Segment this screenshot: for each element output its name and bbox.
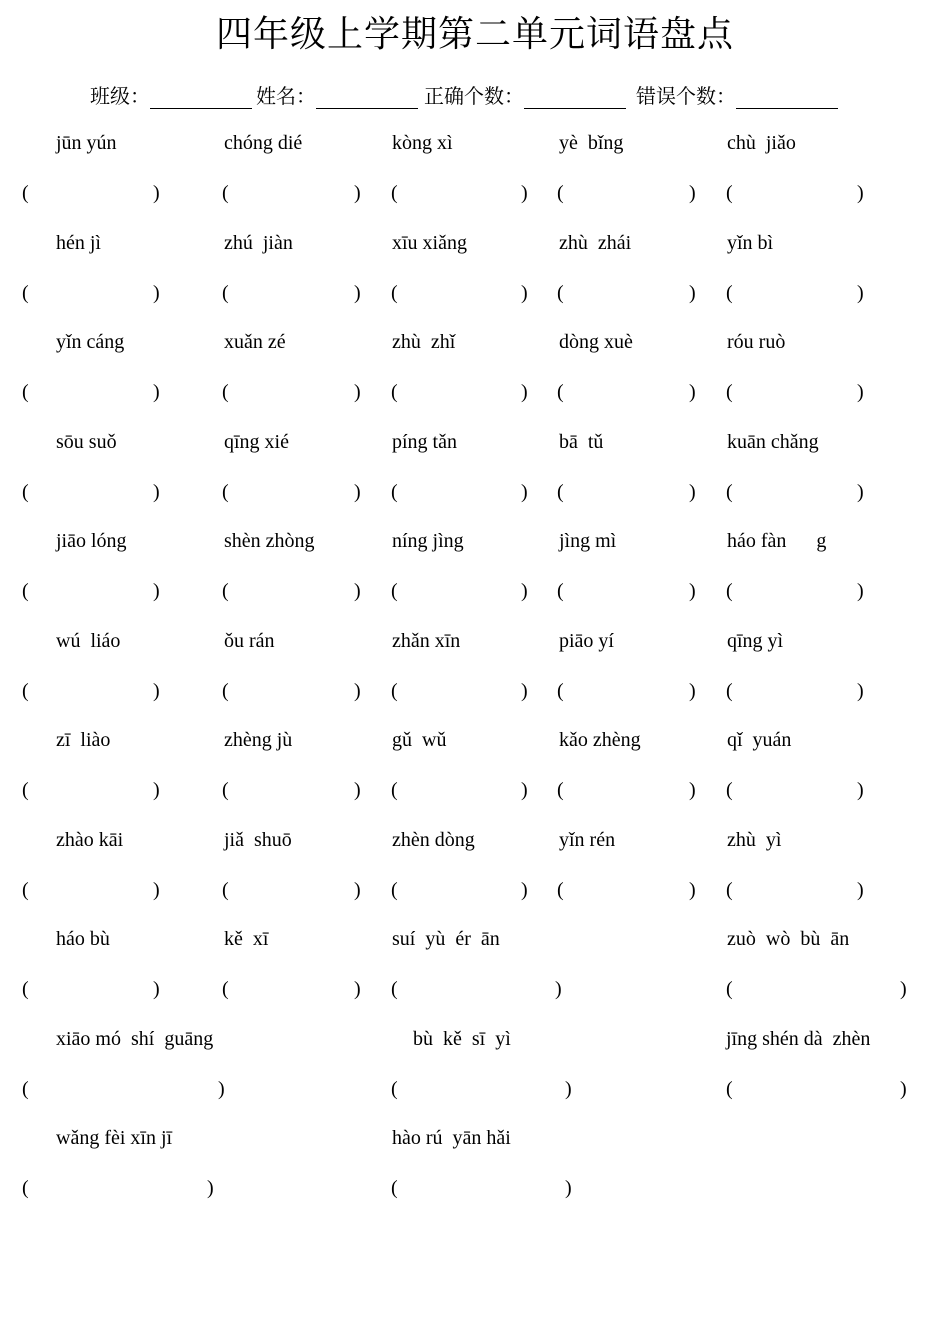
answer-close-paren: ) bbox=[900, 978, 907, 1000]
pinyin-prompt: zuò wò bù ān bbox=[727, 928, 850, 950]
answer-close-paren: ) bbox=[153, 381, 160, 403]
answer-open-paren: ( bbox=[726, 978, 733, 1000]
pinyin-prompt: bù kě sī yì bbox=[413, 1027, 511, 1050]
class-label: 班级： bbox=[90, 86, 150, 108]
pinyin-prompt: wǎng fèi xīn jī bbox=[56, 1127, 173, 1149]
student-info-line bbox=[90, 80, 910, 110]
answer-close-paren: ) bbox=[857, 580, 864, 602]
pinyin-prompt: wú liáo bbox=[56, 629, 121, 652]
pinyin-prompt: bā tǔ bbox=[559, 430, 604, 453]
answer-open-paren: ( bbox=[22, 580, 29, 602]
answer-open-paren: ( bbox=[726, 381, 733, 403]
answer-close-paren: ) bbox=[354, 182, 361, 204]
pinyin-prompt: píng tǎn bbox=[392, 430, 457, 453]
answer-close-paren: ) bbox=[689, 480, 696, 503]
answer-open-paren: ( bbox=[22, 281, 29, 304]
answer-close-paren: ) bbox=[354, 480, 361, 503]
pinyin-prompt: zhú jiàn bbox=[224, 231, 293, 254]
page-title: 四年级上学期第二单元词语盘点 bbox=[215, 14, 734, 54]
answer-open-paren: ( bbox=[557, 679, 564, 702]
answer-close-paren: ) bbox=[521, 480, 528, 503]
answer-open-paren: ( bbox=[222, 878, 229, 901]
answer-close-paren: ) bbox=[521, 878, 528, 901]
pinyin-prompt: gǔ wǔ bbox=[392, 729, 447, 751]
answer-close-paren: ) bbox=[354, 978, 361, 1000]
answer-open-paren: ( bbox=[726, 878, 733, 901]
answer-close-paren: ) bbox=[521, 679, 528, 702]
answer-open-paren: ( bbox=[222, 679, 229, 702]
answer-close-paren: ) bbox=[857, 182, 864, 204]
answer-close-paren: ) bbox=[689, 381, 696, 403]
name-blank[interactable] bbox=[316, 84, 418, 109]
wrong-count-blank[interactable] bbox=[736, 84, 838, 109]
answer-close-paren: ) bbox=[689, 182, 696, 204]
answer-open-paren: ( bbox=[726, 1077, 733, 1100]
wrong-count-label: 错误个数： bbox=[636, 86, 736, 108]
answer-close-paren: ) bbox=[153, 878, 160, 901]
answer-close-paren: ) bbox=[354, 580, 361, 602]
pinyin-prompt: yǐn rén bbox=[559, 828, 616, 851]
pinyin-prompt: qǐ yuán bbox=[727, 729, 792, 751]
answer-close-paren: ) bbox=[354, 679, 361, 702]
answer-open-paren: ( bbox=[391, 480, 398, 503]
correct-count-field bbox=[424, 80, 626, 109]
pinyin-prompt: chù jiǎo bbox=[727, 132, 796, 154]
answer-open-paren: ( bbox=[391, 1177, 398, 1199]
answer-open-paren: ( bbox=[222, 580, 229, 602]
answer-open-paren: ( bbox=[222, 978, 229, 1000]
answer-close-paren: ) bbox=[689, 878, 696, 901]
answer-open-paren: ( bbox=[726, 182, 733, 204]
pinyin-prompt: xuǎn zé bbox=[224, 331, 286, 353]
answer-close-paren: ) bbox=[900, 1077, 907, 1100]
answer-close-paren: ) bbox=[153, 779, 160, 801]
answer-open-paren: ( bbox=[726, 480, 733, 503]
answer-close-paren: ) bbox=[521, 580, 528, 602]
pinyin-prompt: hào rú yān hǎi bbox=[392, 1127, 511, 1149]
answer-open-paren: ( bbox=[22, 480, 29, 503]
answer-close-paren: ) bbox=[354, 779, 361, 801]
answer-close-paren: ) bbox=[689, 281, 696, 304]
answer-close-paren: ) bbox=[153, 580, 160, 602]
answer-open-paren: ( bbox=[391, 182, 398, 204]
answer-open-paren: ( bbox=[726, 580, 733, 602]
answer-close-paren: ) bbox=[857, 381, 864, 403]
answer-close-paren: ) bbox=[857, 779, 864, 801]
answer-close-paren: ) bbox=[521, 281, 528, 304]
answer-open-paren: ( bbox=[391, 281, 398, 304]
name-field bbox=[256, 80, 418, 109]
pinyin-prompt: yè bǐng bbox=[559, 132, 624, 154]
answer-open-paren: ( bbox=[557, 878, 564, 901]
pinyin-prompt: zhǎn xīn bbox=[392, 629, 461, 652]
pinyin-prompt: xīu xiǎng bbox=[392, 231, 467, 254]
pinyin-prompt: kǎo zhèng bbox=[559, 729, 641, 751]
answer-close-paren: ) bbox=[521, 182, 528, 204]
pinyin-prompt: sōu suǒ bbox=[56, 430, 117, 453]
answer-open-paren: ( bbox=[391, 878, 398, 901]
pinyin-prompt: jiāo lóng bbox=[56, 530, 127, 552]
answer-open-paren: ( bbox=[22, 878, 29, 901]
answer-close-paren: ) bbox=[565, 1177, 572, 1199]
answer-close-paren: ) bbox=[689, 779, 696, 801]
pinyin-prompt: hén jì bbox=[56, 231, 101, 254]
answer-close-paren: ) bbox=[218, 1077, 225, 1100]
pinyin-prompt: piāo yí bbox=[559, 629, 614, 652]
pinyin-prompt: ǒu rán bbox=[224, 629, 275, 652]
answer-close-paren: ) bbox=[857, 281, 864, 304]
pinyin-prompt: níng jìng bbox=[392, 530, 464, 552]
correct-count-blank[interactable] bbox=[524, 84, 626, 109]
answer-close-paren: ) bbox=[521, 381, 528, 403]
answer-close-paren: ) bbox=[153, 182, 160, 204]
answer-open-paren: ( bbox=[391, 381, 398, 403]
answer-open-paren: ( bbox=[22, 1077, 29, 1100]
pinyin-prompt: róu ruò bbox=[727, 331, 786, 353]
pinyin-prompt: háo bù bbox=[56, 928, 110, 950]
pinyin-prompt: yǐn bì bbox=[727, 231, 774, 254]
pinyin-prompt: xiāo mó shí guāng bbox=[56, 1027, 214, 1050]
pinyin-prompt: dòng xuè bbox=[559, 331, 633, 353]
answer-open-paren: ( bbox=[726, 779, 733, 801]
answer-open-paren: ( bbox=[222, 779, 229, 801]
answer-close-paren: ) bbox=[153, 679, 160, 702]
answer-close-paren: ) bbox=[689, 580, 696, 602]
pinyin-prompt: zhèng jù bbox=[224, 729, 293, 751]
answer-open-paren: ( bbox=[22, 1177, 29, 1199]
answer-close-paren: ) bbox=[354, 878, 361, 901]
answer-close-paren: ) bbox=[857, 878, 864, 901]
answer-open-paren: ( bbox=[557, 281, 564, 304]
answer-open-paren: ( bbox=[22, 978, 29, 1000]
pinyin-prompt: zī liào bbox=[56, 729, 111, 751]
answer-open-paren: ( bbox=[22, 679, 29, 702]
answer-open-paren: ( bbox=[222, 480, 229, 503]
answer-open-paren: ( bbox=[391, 1077, 398, 1100]
answer-close-paren: ) bbox=[555, 978, 562, 1000]
answer-close-paren: ) bbox=[354, 281, 361, 304]
pinyin-prompt: suí yù ér ān bbox=[392, 928, 500, 950]
answer-open-paren: ( bbox=[557, 480, 564, 503]
answer-close-paren: ) bbox=[689, 679, 696, 702]
pinyin-prompt: jìng mì bbox=[559, 530, 617, 552]
answer-close-paren: ) bbox=[857, 480, 864, 503]
pinyin-prompt: jīng shén dà zhèn bbox=[726, 1027, 871, 1050]
answer-open-paren: ( bbox=[222, 182, 229, 204]
pinyin-prompt: zhù zhǐ bbox=[392, 331, 456, 353]
answer-open-paren: ( bbox=[22, 182, 29, 204]
answer-close-paren: ) bbox=[857, 679, 864, 702]
answer-close-paren: ) bbox=[565, 1077, 572, 1100]
answer-open-paren: ( bbox=[22, 779, 29, 801]
answer-open-paren: ( bbox=[557, 580, 564, 602]
pinyin-prompt: zhào kāi bbox=[56, 828, 124, 851]
pinyin-prompt: shèn zhòng bbox=[224, 530, 315, 552]
pinyin-prompt: jūn yún bbox=[56, 132, 117, 154]
answer-open-paren: ( bbox=[391, 779, 398, 801]
answer-close-paren: ) bbox=[153, 480, 160, 503]
class-blank[interactable] bbox=[150, 84, 252, 109]
pinyin-prompt: zhù yì bbox=[727, 828, 782, 851]
answer-open-paren: ( bbox=[222, 381, 229, 403]
answer-open-paren: ( bbox=[391, 580, 398, 602]
answer-close-paren: ) bbox=[153, 281, 160, 304]
answer-open-paren: ( bbox=[391, 679, 398, 702]
answer-open-paren: ( bbox=[22, 381, 29, 403]
wrong-count-field bbox=[636, 80, 838, 109]
pinyin-prompt: zhèn dòng bbox=[392, 828, 475, 851]
pinyin-prompt: qīng xié bbox=[224, 430, 289, 453]
pinyin-prompt: háo fàn g bbox=[727, 530, 827, 552]
answer-open-paren: ( bbox=[726, 281, 733, 304]
answer-close-paren: ) bbox=[153, 978, 160, 1000]
pinyin-prompt: kuān chǎng bbox=[727, 430, 819, 453]
class-field bbox=[90, 80, 252, 109]
answer-open-paren: ( bbox=[726, 679, 733, 702]
pinyin-prompt: jiǎ shuō bbox=[224, 828, 292, 851]
answer-close-paren: ) bbox=[207, 1177, 214, 1199]
answer-open-paren: ( bbox=[557, 779, 564, 801]
answer-open-paren: ( bbox=[557, 381, 564, 403]
name-label: 姓名： bbox=[256, 86, 316, 108]
answer-close-paren: ) bbox=[354, 381, 361, 403]
answer-open-paren: ( bbox=[557, 182, 564, 204]
answer-open-paren: ( bbox=[391, 978, 398, 1000]
pinyin-prompt: chóng dié bbox=[224, 132, 303, 154]
correct-count-label: 正确个数： bbox=[424, 86, 524, 108]
answer-open-paren: ( bbox=[222, 281, 229, 304]
pinyin-prompt: zhù zhái bbox=[559, 231, 632, 254]
pinyin-prompt: kòng xì bbox=[392, 132, 453, 154]
pinyin-prompt: kě xī bbox=[224, 928, 269, 950]
pinyin-prompt: qīng yì bbox=[727, 629, 784, 652]
answer-close-paren: ) bbox=[521, 779, 528, 801]
pinyin-prompt: yǐn cáng bbox=[56, 331, 125, 353]
